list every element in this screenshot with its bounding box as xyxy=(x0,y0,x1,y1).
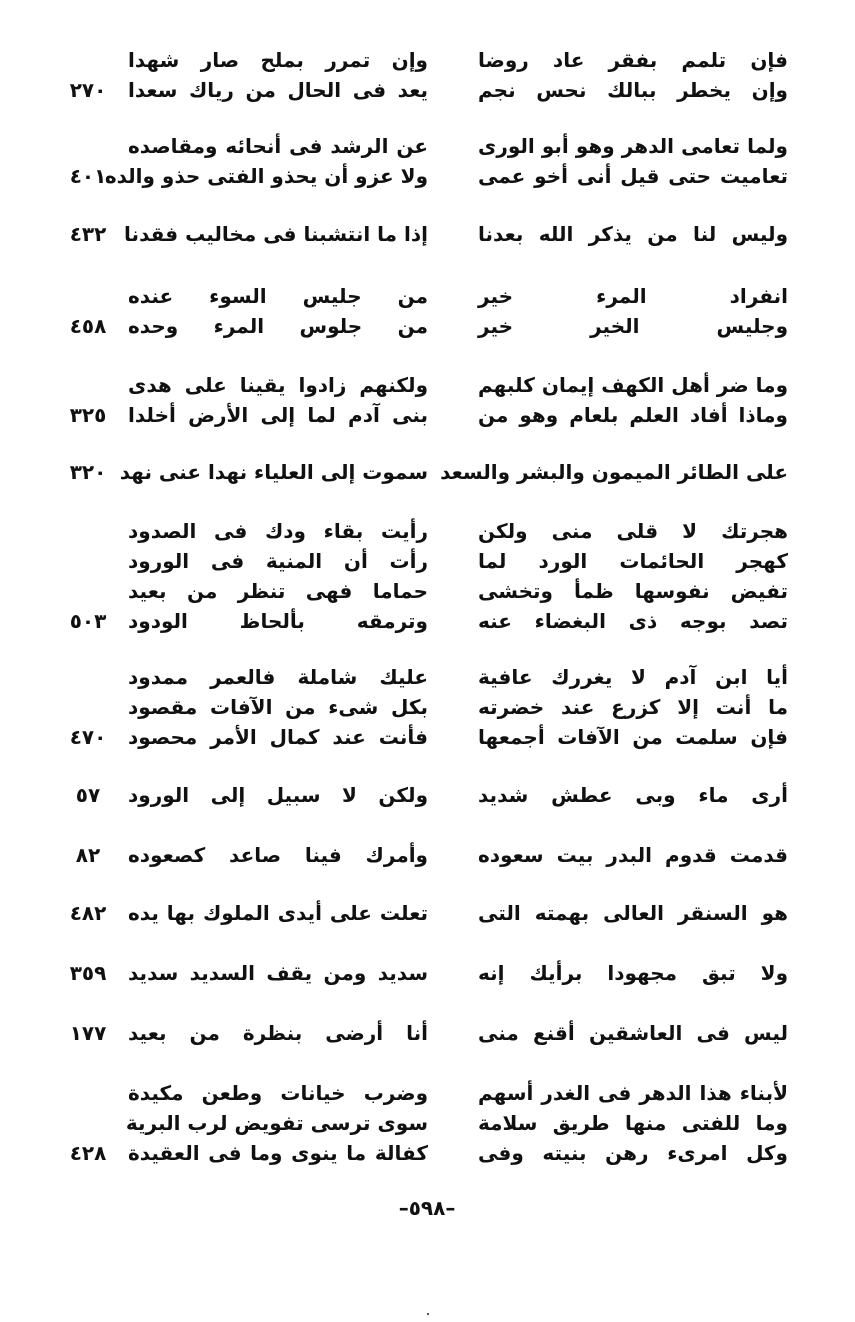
second-hemistich: إذا ما انتشبنا فى مخاليب فقدنا xyxy=(124,222,428,246)
second-hemistich: رأيت بقاء ودك فى الصدود xyxy=(128,519,428,543)
verse-line xyxy=(0,662,855,692)
scan-speck xyxy=(427,1313,429,1315)
second-hemistich: عليك شاملة فالعمر ممدود xyxy=(128,665,428,689)
first-hemistich: أيا ابن آدم لا يغررك عافية xyxy=(478,665,788,689)
first-hemistich: لأبناء هذا الدهر فى الغدر أسهم xyxy=(478,1081,788,1105)
verse-line xyxy=(0,1108,855,1138)
verse-line xyxy=(0,722,855,752)
first-hemistich: فإن تلمم بفقر عاد روضا xyxy=(478,48,788,72)
reference-number: ٥٧ xyxy=(75,783,101,807)
second-hemistich: سديد ومن يقف السديد سديد xyxy=(128,961,428,985)
first-hemistich: على الطائر الميمون والبشر والسعد xyxy=(440,460,788,484)
first-hemistich: كهجر الحائمات الورد لما xyxy=(478,549,788,573)
second-hemistich: سوى ترسى تفويض لرب البرية xyxy=(125,1111,428,1135)
first-hemistich: أرى ماء وبى عطش شديد xyxy=(478,783,788,807)
reference-number: ٣٢٥ xyxy=(69,403,107,427)
second-hemistich: فأنت عند كمال الأمر محصود xyxy=(128,725,428,749)
verse-line xyxy=(0,400,855,430)
verse-group xyxy=(0,1018,855,1048)
second-hemistich: وإن تمرر بملح صار شهدا xyxy=(128,48,428,72)
second-hemistich: تعلت على أيدى الملوك بها يده xyxy=(128,901,428,925)
first-hemistich: تعاميت حتى قيل أنى أخو عمى xyxy=(478,164,788,188)
first-hemistich: وجليس الخير خير xyxy=(478,314,788,338)
reference-number: ٤٣٢ xyxy=(69,222,107,246)
reference-number: ٣٥٩ xyxy=(69,961,107,985)
verse-line xyxy=(0,45,855,75)
second-hemistich: بنى آدم لما إلى الأرض أخلدا xyxy=(128,403,428,427)
second-hemistich: عن الرشد فى أنحائه ومقاصده xyxy=(128,134,428,158)
first-hemistich: تصد بوجه ذى البغضاء عنه xyxy=(478,609,788,633)
verse-line xyxy=(0,311,855,341)
first-hemistich: هجرتك لا قلى منى ولكن xyxy=(478,519,788,543)
second-hemistich: وأمرك فينا صاعد كصعوده xyxy=(128,843,428,867)
reference-number: ٥٠٣ xyxy=(69,609,107,633)
reference-number: ٣٢٠ xyxy=(69,460,107,484)
first-hemistich: ولما تعامى الدهر وهو أبو الورى xyxy=(478,134,788,158)
first-hemistich: ولا تبق مجهودا برأيك إنه xyxy=(478,961,788,985)
second-hemistich: وضرب خيانات وطعن مكيدة xyxy=(128,1081,428,1105)
reference-number: ١٧٧ xyxy=(69,1021,107,1045)
verse-line xyxy=(0,219,855,249)
reference-number: ٤٢٨ xyxy=(69,1141,107,1165)
verse-group xyxy=(0,219,855,249)
verse-line xyxy=(0,692,855,722)
first-hemistich: وكل امرىء رهن بنيته وفى xyxy=(478,1141,788,1165)
second-hemistich: وترمقه بألحاظ الودود xyxy=(128,609,428,633)
verse-line xyxy=(0,75,855,105)
first-hemistich: قدمت قدوم البدر بيت سعوده xyxy=(478,843,788,867)
second-hemistich: كفالة ما ينوى وما فى العقيدة xyxy=(128,1141,428,1165)
first-hemistich: انفراد المرء خير xyxy=(478,284,788,308)
verse-line xyxy=(0,1078,855,1108)
reference-number: ٢٧٠ xyxy=(69,78,107,102)
reference-number: ٤٥٨ xyxy=(69,314,107,338)
second-hemistich: ولكن لا سبيل إلى الورود xyxy=(128,783,428,807)
first-hemistich: ليس فى العاشقين أقنع منى xyxy=(478,1021,788,1045)
first-hemistich: هو السنقر العالى بهمته التى xyxy=(478,901,788,925)
verse-group xyxy=(0,281,855,341)
reference-number: ٨٢ xyxy=(75,843,101,867)
verse-line xyxy=(0,840,855,870)
first-hemistich: وما ضر أهل الكهف إيمان كلبهم xyxy=(478,373,788,397)
first-hemistich: وما للفتى منها طريق سلامة xyxy=(478,1111,788,1135)
first-hemistich: تفيض نفوسها ظمأ وتخشى xyxy=(478,579,788,603)
second-hemistich: ولا عزو أن يحذو الفتى حذو والده xyxy=(104,164,428,188)
verse-line xyxy=(0,131,855,161)
first-hemistich: ما أنت إلا كزرع عند خضرته xyxy=(478,695,788,719)
second-hemistich: من جلوس المرء وحده xyxy=(128,314,428,338)
second-hemistich: بكل شىء من الآفات مقصود xyxy=(128,695,428,719)
first-hemistich: وإن يخطر ببالك نحس نجم xyxy=(478,78,788,102)
verse-line xyxy=(0,780,855,810)
verse-line xyxy=(0,546,855,576)
reference-number: ٤٠١ xyxy=(69,164,107,188)
second-hemistich: رأت أن المنية فى الورود xyxy=(128,549,428,573)
second-hemistich: سموت إلى العلياء نهدا عنى نهد xyxy=(119,460,428,484)
verse-line xyxy=(0,516,855,546)
verse-group xyxy=(0,780,855,810)
verse-group xyxy=(0,1078,855,1168)
first-hemistich: فإن سلمت من الآفات أجمعها xyxy=(478,725,788,749)
verse-line xyxy=(0,161,855,191)
reference-number: ٤٨٢ xyxy=(69,901,107,925)
verse-group xyxy=(0,131,855,191)
verse-group xyxy=(0,457,855,487)
first-hemistich: وليس لنا من يذكر الله بعدنا xyxy=(478,222,788,246)
verse-line xyxy=(0,1018,855,1048)
first-hemistich: وماذا أفاد العلم بلعام وهو من xyxy=(478,403,788,427)
verse-line xyxy=(0,958,855,988)
page-number: –٥٩٨– xyxy=(398,1196,456,1220)
verse-line xyxy=(0,457,855,487)
second-hemistich: ولكنهم زادوا يقينا على هدى xyxy=(128,373,428,397)
verse-group xyxy=(0,516,855,636)
second-hemistich: من جليس السوء عنده xyxy=(128,284,428,308)
second-hemistich: حماما فهى تنظر من بعيد xyxy=(128,579,428,603)
verse-group xyxy=(0,370,855,430)
verse-group xyxy=(0,840,855,870)
verse-group xyxy=(0,898,855,928)
verse-line xyxy=(0,281,855,311)
verse-line xyxy=(0,370,855,400)
verse-group xyxy=(0,958,855,988)
verse-line xyxy=(0,576,855,606)
reference-number: ٤٧٠ xyxy=(69,725,107,749)
second-hemistich: أنا أرضى بنظرة من بعيد xyxy=(128,1021,428,1045)
second-hemistich: يعد فى الحال من رياك سعدا xyxy=(128,78,428,102)
verse-line xyxy=(0,606,855,636)
verse-group xyxy=(0,662,855,752)
verse-group xyxy=(0,45,855,105)
verse-line xyxy=(0,1138,855,1168)
verse-line xyxy=(0,898,855,928)
